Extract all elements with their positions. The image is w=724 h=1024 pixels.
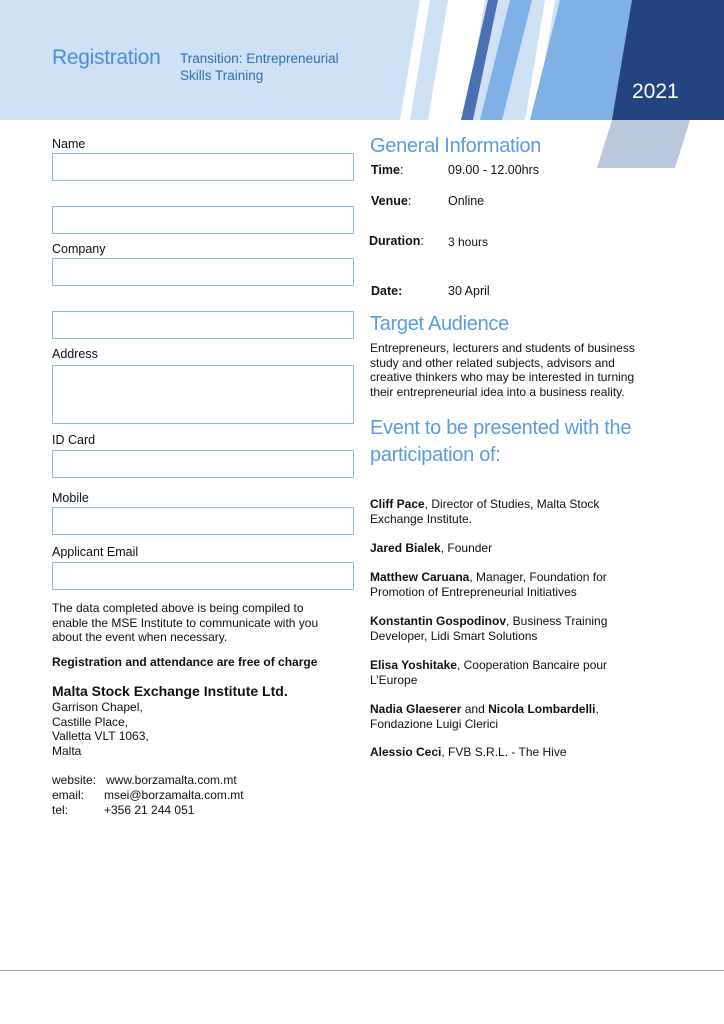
presenter-item	[370, 541, 650, 556]
duration-label-text: Duration	[369, 234, 421, 248]
time-value: 09.00 - 12.00hrs	[448, 163, 540, 177]
presenter-item	[370, 702, 650, 732]
footer-divider	[0, 970, 724, 971]
presenter-item	[370, 614, 650, 644]
presenter-name: Jared Bialek	[370, 541, 441, 555]
presenter-item	[370, 497, 650, 527]
presenter-joiner: and	[461, 702, 489, 716]
mobile-field[interactable]	[52, 507, 354, 535]
presenter-item	[370, 570, 650, 600]
tel-label: tel:	[52, 803, 69, 817]
email-label: email:	[52, 788, 85, 802]
tel-number: +356 21 244 051	[104, 803, 195, 817]
name-field[interactable]	[52, 153, 354, 181]
id-card-label: ID Card	[52, 433, 96, 447]
presenter-name: Nadia Glaeserer	[370, 702, 462, 716]
presenter-item	[370, 658, 650, 688]
presenter-name: Konstantin Gospodinov	[370, 614, 506, 628]
date-value: 30 April	[448, 284, 490, 298]
presenter-item	[370, 745, 650, 760]
presenter-name: Nicola Lombardelli	[488, 702, 596, 716]
venue-colon: :	[407, 194, 412, 208]
duration-colon: :	[420, 234, 424, 248]
address-field[interactable]	[52, 365, 354, 424]
address-line: Castille Place,	[52, 714, 129, 729]
presenter-role: , Business Training Developer, Lidi Smart Solutions	[370, 614, 608, 643]
website-label: website:	[52, 773, 97, 787]
website-link[interactable]: www.borzamalta.com.mt	[106, 773, 237, 787]
name-label: Name	[52, 137, 86, 151]
free-note: Registration and attendance are free of charge	[52, 655, 318, 669]
id-card-field[interactable]	[52, 450, 354, 478]
presenter-name: Matthew Caruana	[370, 570, 470, 584]
target-audience-text: Entrepreneurs, lecturers and students of business study and other related subjects, advisors and creative thinkers who may be interested in turning their entrepreneurial idea into a business reality.	[370, 341, 635, 399]
page-title: Registration	[52, 46, 161, 69]
mobile-label: Mobile	[52, 491, 89, 505]
presenters-heading-line-2: participation of:	[370, 444, 501, 466]
presenter-role: , Fondazione Luigi Clerici	[370, 702, 599, 731]
org-address	[52, 700, 149, 758]
presenter-role: , Founder	[440, 541, 493, 555]
presenter-name: Alessio Ceci	[370, 745, 442, 759]
time-label	[371, 163, 403, 177]
email-link[interactable]: msei@borzamalta.com.mt	[104, 788, 244, 802]
presenter-role: , FVB S.R.L. - The Hive	[441, 745, 567, 759]
name-field-2[interactable]	[52, 206, 354, 234]
company-field-2[interactable]	[52, 311, 354, 339]
white-stripe-thin	[400, 0, 430, 120]
time-colon: :	[399, 163, 404, 177]
header-stripes-decoration	[0, 0, 724, 170]
event-subtitle: Transition: Entrepreneurial Skills Training	[180, 51, 339, 83]
date-label: Date:	[371, 284, 403, 298]
duration-value: 3 hours	[448, 235, 489, 249]
venue-value: Online	[448, 194, 485, 208]
company-label: Company	[52, 242, 106, 256]
address-line: Malta	[52, 743, 82, 758]
presenter-name: Elisa Yoshitake	[370, 658, 457, 672]
org-name: Malta Stock Exchange Institute Ltd.	[52, 683, 288, 699]
address-line: Garrison Chapel,	[52, 700, 143, 714]
duration-label	[369, 234, 424, 248]
venue-label	[371, 194, 411, 208]
address-label: Address	[52, 347, 98, 361]
data-note: The data completed above is being compiled to enable the MSE Institute to communicate with you about the event when necessary.	[52, 601, 319, 644]
company-field[interactable]	[52, 258, 354, 286]
presenter-role: , Manager, Foundation for Promotion of Entrepreneurial Initiatives	[370, 570, 607, 599]
applicant-email-field[interactable]	[52, 562, 354, 590]
presenters-heading-line-1: Event to be presented with the	[370, 417, 632, 439]
year-badge: 2021	[632, 80, 679, 103]
venue-label-text: Venue	[371, 194, 408, 208]
grey-slant-block	[597, 120, 690, 168]
address-line: Valletta VLT 1063,	[52, 729, 149, 743]
applicant-email-label: Applicant Email	[52, 545, 139, 559]
target-audience-heading: Target Audience	[370, 313, 509, 335]
presenter-name: Cliff Pace	[370, 497, 425, 511]
presenter-role: , Cooperation Bancaire pour L’Europe	[370, 658, 608, 687]
presenters-heading	[370, 415, 670, 469]
general-information-heading: General Information	[370, 135, 542, 157]
time-label-text: Time	[371, 163, 400, 177]
presenter-role: , Director of Studies, Malta Stock Exchange Institute.	[370, 497, 600, 526]
